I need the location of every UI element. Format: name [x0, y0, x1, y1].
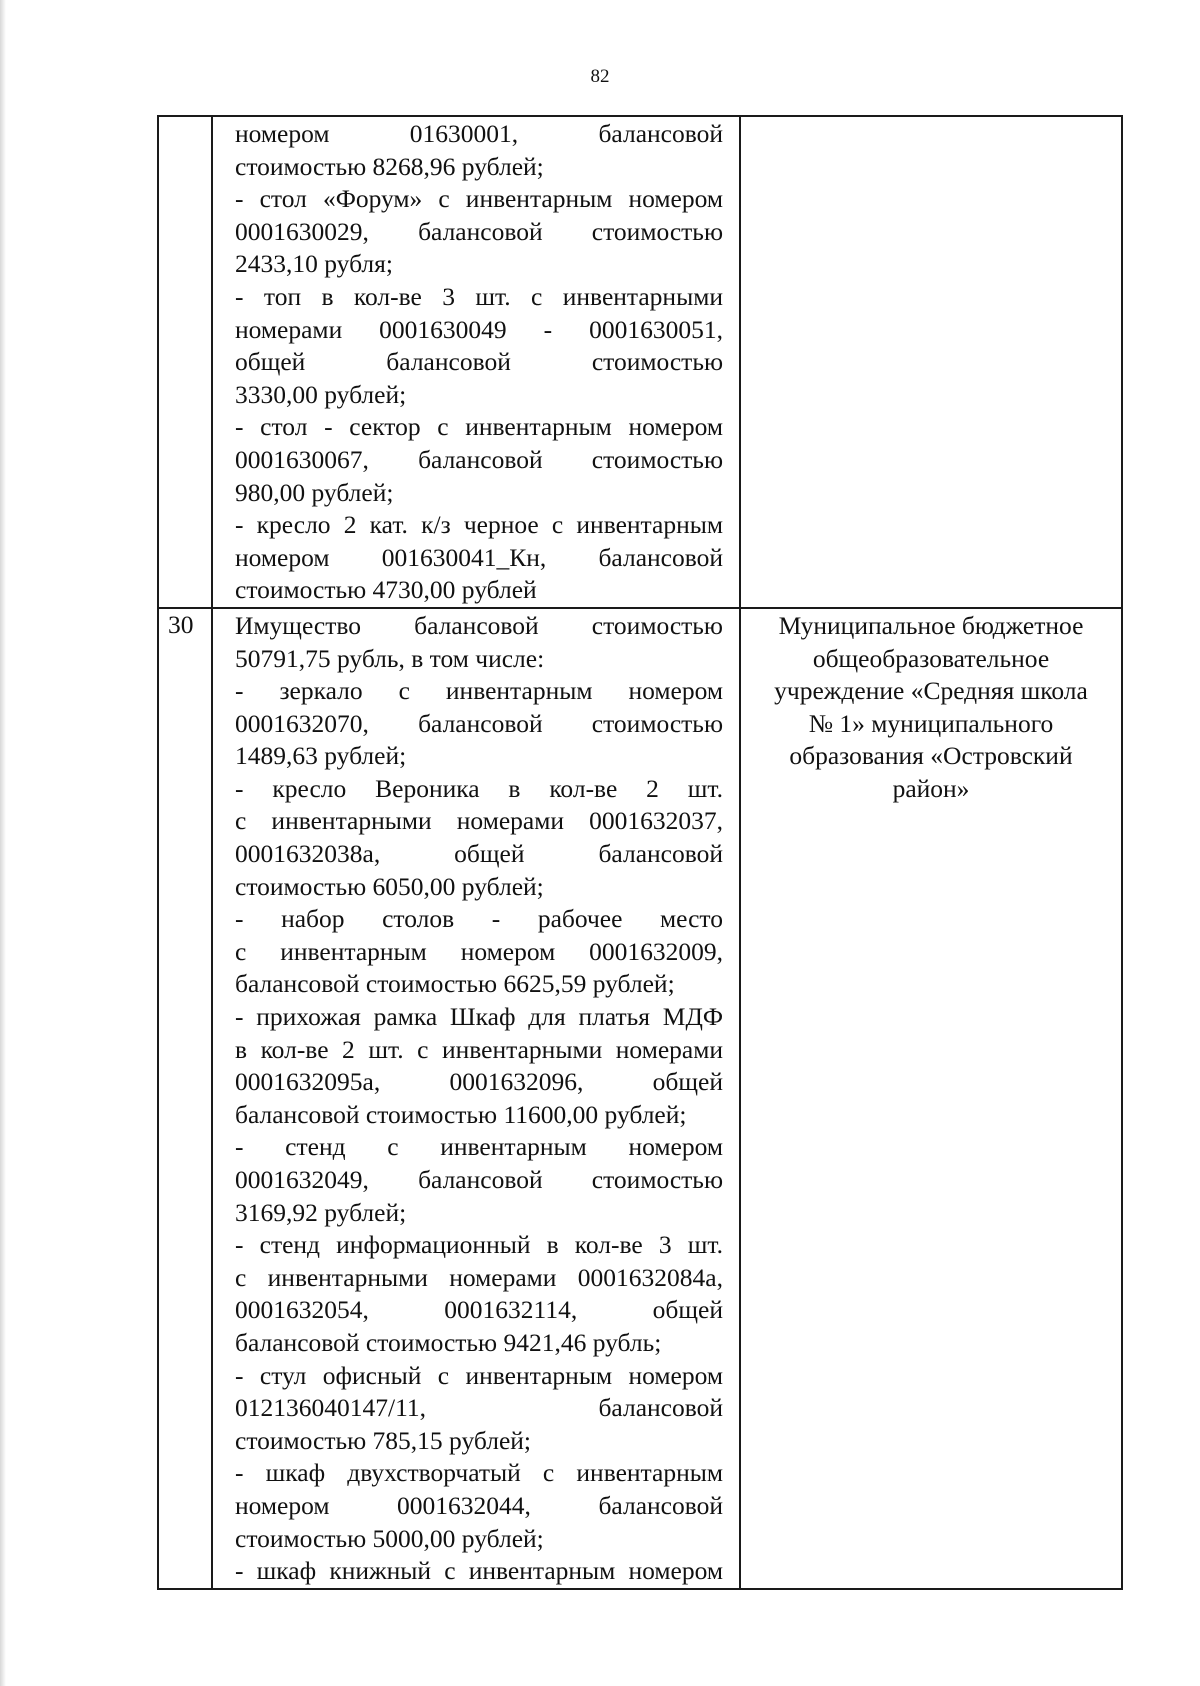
description-line: балансовой стоимостью 9421,46 рубль; — [235, 1327, 662, 1357]
description-line: - стенд информационный в кол-ве 3 шт. — [235, 1230, 723, 1260]
description-cell — [212, 608, 740, 1589]
description-line: общей балансовой стоимостью — [235, 347, 723, 377]
description-line: номером 01630001, балансовой — [235, 119, 723, 148]
holder-line: № 1» муниципального — [808, 708, 1054, 738]
holder-line: образования «Островский — [789, 741, 1073, 771]
description-line: с инвентарным номером 0001632009, — [235, 936, 723, 966]
description-line: - прихожая рамка Шкаф для платья МДФ — [235, 1002, 723, 1032]
row-number-cell — [158, 608, 212, 1589]
holder-cell — [740, 608, 1122, 1589]
description-line: номером 001630041_Кн, балансовой — [235, 542, 723, 572]
description-line: 0001632070, балансовой стоимостью — [235, 708, 723, 738]
description-line: - топ в кол-ве 3 шт. с инвентарными — [235, 281, 723, 311]
description-line: 980,00 рублей; — [235, 477, 394, 507]
description-line: с инвентарными номерами 0001632084а, — [235, 1262, 723, 1292]
description-line: 3169,92 рублей; — [235, 1197, 407, 1227]
property-table — [157, 115, 1123, 1590]
description-line: стоимостью 8268,96 рублей; — [235, 151, 544, 181]
description-line: балансовой стоимостью 11600,00 рублей; — [235, 1099, 687, 1129]
description-line: 0001632038а, общей балансовой — [235, 839, 723, 869]
description-line: стоимостью 5000,00 рублей; — [235, 1523, 544, 1553]
description-line: - стул офисный с инвентарным номером — [235, 1360, 723, 1390]
description-text — [213, 609, 739, 1588]
row-number-cell — [158, 116, 212, 608]
description-line: - кресло 2 кат. к/з черное с инвентарным — [235, 510, 723, 540]
description-line: 0001630029, балансовой стоимостью — [235, 216, 723, 246]
holder-text — [741, 117, 1121, 118]
description-line: 0001632054, 0001632114, общей — [235, 1295, 723, 1325]
description-line: в кол-ве 2 шт. с инвентарными номерами — [235, 1034, 723, 1064]
description-cell — [212, 116, 740, 608]
description-line: Имущество балансовой стоимостью — [235, 610, 723, 640]
description-line: - стол - сектор с инвентарным номером — [235, 412, 723, 442]
description-line: - стенд с инвентарным номером — [235, 1132, 723, 1162]
description-line: стоимостью 4730,00 рублей — [235, 575, 537, 605]
page-number: 82 — [590, 66, 610, 87]
description-line: 3330,00 рублей; — [235, 379, 407, 409]
holder-line: общеобразовательное — [812, 643, 1050, 673]
holder-cell — [740, 116, 1122, 608]
description-line: 0001630067, балансовой стоимостью — [235, 444, 723, 474]
description-line: стоимостью 785,15 рублей; — [235, 1425, 532, 1455]
holder-line: учреждение «Средняя школа — [774, 676, 1088, 706]
description-line: стоимостью 6050,00 рублей; — [235, 871, 544, 901]
description-line: 0001632095а, 0001632096, общей — [235, 1067, 723, 1097]
row-number: 30 — [168, 609, 194, 639]
description-line: - шкаф книжный с инвентарным номером — [235, 1556, 723, 1586]
description-line: - шкаф двухстворчатый с инвентарным — [235, 1458, 723, 1488]
description-line: 1489,63 рублей; — [235, 741, 407, 771]
description-line: 2433,10 рубля; — [235, 249, 393, 279]
description-line: балансовой стоимостью 6625,59 рублей; — [235, 969, 675, 999]
description-line: с инвентарными номерами 0001632037, — [235, 806, 723, 836]
description-line: - кресло Вероника в кол-ве 2 шт. — [235, 773, 723, 803]
description-line: номерами 0001630049 - 0001630051, — [235, 314, 723, 344]
description-line: 0001632049, балансовой стоимостью — [235, 1165, 723, 1194]
scan-edge-shadow — [0, 0, 6, 1686]
description-line: - набор столов - рабочее место — [235, 904, 723, 934]
description-line: номером 0001632044, балансовой — [235, 1490, 723, 1520]
table-row — [158, 116, 1122, 608]
description-line: 012136040147/11, балансовой — [235, 1393, 723, 1423]
description-text — [213, 117, 739, 607]
description-line: - зеркало с инвентарным номером — [235, 676, 723, 706]
table-row — [158, 608, 1122, 1589]
holder-line: Муниципальное бюджетное — [778, 610, 1084, 640]
description-line: 50791,75 рубль, в том числе: — [235, 643, 545, 673]
holder-text — [741, 609, 1121, 806]
holder-line: район» — [892, 773, 970, 803]
description-line: - стол «Форум» с инвентарным номером — [235, 184, 723, 214]
